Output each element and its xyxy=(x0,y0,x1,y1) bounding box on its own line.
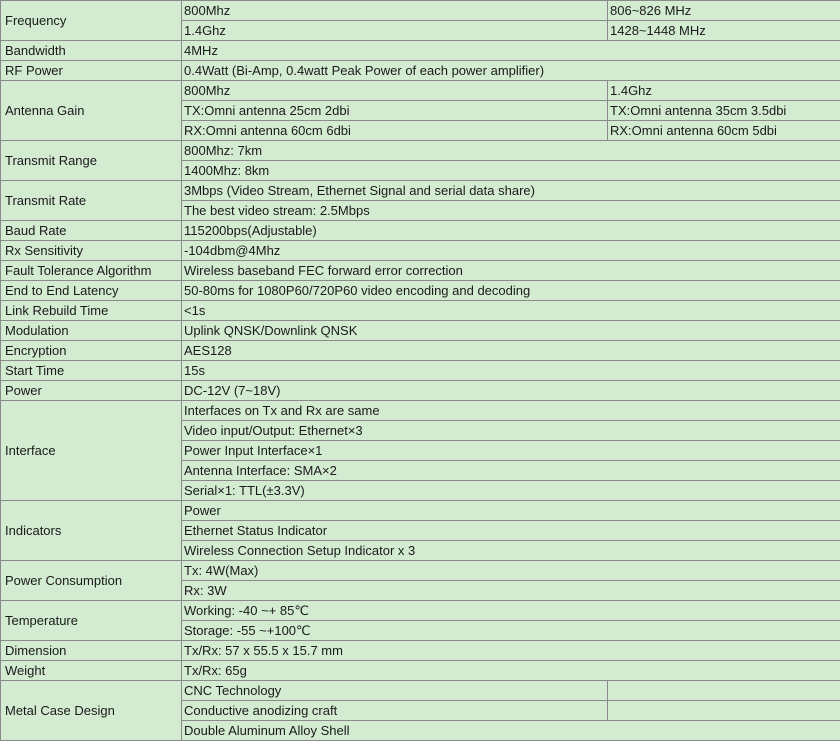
start-time-value: 15s xyxy=(182,361,840,381)
table-row xyxy=(1,381,840,401)
weight-label: Weight xyxy=(1,661,182,681)
metal-case-cnc: CNC Technology xyxy=(182,681,608,701)
indicators-label: Indicators xyxy=(1,501,182,561)
weight-value: Tx/Rx: 65g xyxy=(182,661,840,681)
rx-sensitivity-label: Rx Sensitivity xyxy=(1,241,182,261)
antenna-gain-1400-header: 1.4Ghz xyxy=(608,81,840,101)
table-row xyxy=(1,361,840,381)
power-consumption-rx: Rx: 3W xyxy=(182,581,840,601)
interface-label: Interface xyxy=(1,401,182,501)
table-row xyxy=(1,221,840,241)
interface-serial: Serial×1: TTL(±3.3V) xyxy=(182,481,840,501)
link-rebuild-value: <1s xyxy=(182,301,840,321)
start-time-label: Start Time xyxy=(1,361,182,381)
encryption-value: AES128 xyxy=(182,341,840,361)
fault-tolerance-label: Fault Tolerance Algorithm xyxy=(1,261,182,281)
table-row xyxy=(1,341,840,361)
antenna-gain-800-tx: TX:Omni antenna 25cm 2dbi xyxy=(182,101,608,121)
power-consumption-tx: Tx: 4W(Max) xyxy=(182,561,840,581)
table-row xyxy=(1,301,840,321)
table-row xyxy=(1,321,840,341)
antenna-gain-1400-rx: RX:Omni antenna 60cm 5dbi xyxy=(608,121,840,141)
indicator-ethernet: Ethernet Status Indicator xyxy=(182,521,840,541)
temperature-label: Temperature xyxy=(1,601,182,641)
fault-tolerance-value: Wireless baseband FEC forward error correction xyxy=(182,261,840,281)
table-row xyxy=(1,241,840,261)
interface-video: Video input/Output: Ethernet×3 xyxy=(182,421,840,441)
table-row xyxy=(1,181,840,201)
table-row xyxy=(1,1,840,21)
frequency-1400-range: 1428~1448 MHz xyxy=(608,21,840,41)
encryption-label: Encryption xyxy=(1,341,182,361)
antenna-gain-1400-tx: TX:Omni antenna 35cm 3.5dbi xyxy=(608,101,840,121)
table-row xyxy=(1,81,840,101)
frequency-800-range: 806~826 MHz xyxy=(608,1,840,21)
dimension-label: Dimension xyxy=(1,641,182,661)
metal-case-label: Metal Case Design xyxy=(1,681,182,741)
transmit-range-800: 800Mhz: 7km xyxy=(182,141,840,161)
metal-case-anodizing: Conductive anodizing craft xyxy=(182,701,608,721)
power-value: DC-12V (7~18V) xyxy=(182,381,840,401)
interface-power-input: Power Input Interface×1 xyxy=(182,441,840,461)
power-label: Power xyxy=(1,381,182,401)
table-row xyxy=(1,281,840,301)
table-row xyxy=(1,561,840,581)
power-consumption-label: Power Consumption xyxy=(1,561,182,601)
metal-case-shell: Double Aluminum Alloy Shell xyxy=(182,721,840,741)
frequency-800-band: 800Mhz xyxy=(182,1,608,21)
frequency-label: Frequency xyxy=(1,1,182,41)
temperature-storage: Storage: -55 ~+100℃ xyxy=(182,621,840,641)
modulation-value: Uplink QNSK/Downlink QNSK xyxy=(182,321,840,341)
indicator-wireless: Wireless Connection Setup Indicator x 3 xyxy=(182,541,840,561)
rf-power-label: RF Power xyxy=(1,61,182,81)
table-row xyxy=(1,41,840,61)
transmit-range-1400: 1400Mhz: 8km xyxy=(182,161,840,181)
table-row xyxy=(1,261,840,281)
transmit-rate-total: 3Mbps (Video Stream, Ethernet Signal and serial data share) xyxy=(182,181,840,201)
table-row xyxy=(1,141,840,161)
interface-note: Interfaces on Tx and Rx are same xyxy=(182,401,840,421)
metal-case-empty-cell xyxy=(608,701,840,721)
temperature-working: Working: -40 ~+ 85℃ xyxy=(182,601,840,621)
table-row xyxy=(1,61,840,81)
table-row xyxy=(1,601,840,621)
bandwidth-label: Bandwidth xyxy=(1,41,182,61)
baud-rate-label: Baud Rate xyxy=(1,221,182,241)
interface-antenna: Antenna Interface: SMA×2 xyxy=(182,461,840,481)
transmit-range-label: Transmit Range xyxy=(1,141,182,181)
rf-power-value: 0.4Watt (Bi-Amp, 0.4watt Peak Power of each power amplifier) xyxy=(182,61,840,81)
indicator-power: Power xyxy=(182,501,840,521)
antenna-gain-800-rx: RX:Omni antenna 60cm 6dbi xyxy=(182,121,608,141)
rx-sensitivity-value: -104dbm@4Mhz xyxy=(182,241,840,261)
frequency-1400-band: 1.4Ghz xyxy=(182,21,608,41)
link-rebuild-label: Link Rebuild Time xyxy=(1,301,182,321)
baud-rate-value: 115200bps(Adjustable) xyxy=(182,221,840,241)
table-row xyxy=(1,641,840,661)
latency-value: 50-80ms for 1080P60/720P60 video encoding and decoding xyxy=(182,281,840,301)
latency-label: End to End Latency xyxy=(1,281,182,301)
metal-case-empty-cell xyxy=(608,681,840,701)
antenna-gain-800-header: 800Mhz xyxy=(182,81,608,101)
transmit-rate-label: Transmit Rate xyxy=(1,181,182,221)
antenna-gain-label: Antenna Gain xyxy=(1,81,182,141)
modulation-label: Modulation xyxy=(1,321,182,341)
table-row xyxy=(1,401,840,421)
dimension-value: Tx/Rx: 57 x 55.5 x 15.7 mm xyxy=(182,641,840,661)
table-row xyxy=(1,681,840,701)
transmit-rate-video: The best video stream: 2.5Mbps xyxy=(182,201,840,221)
table-row xyxy=(1,661,840,681)
table-row xyxy=(1,501,840,521)
bandwidth-value: 4MHz xyxy=(182,41,840,61)
